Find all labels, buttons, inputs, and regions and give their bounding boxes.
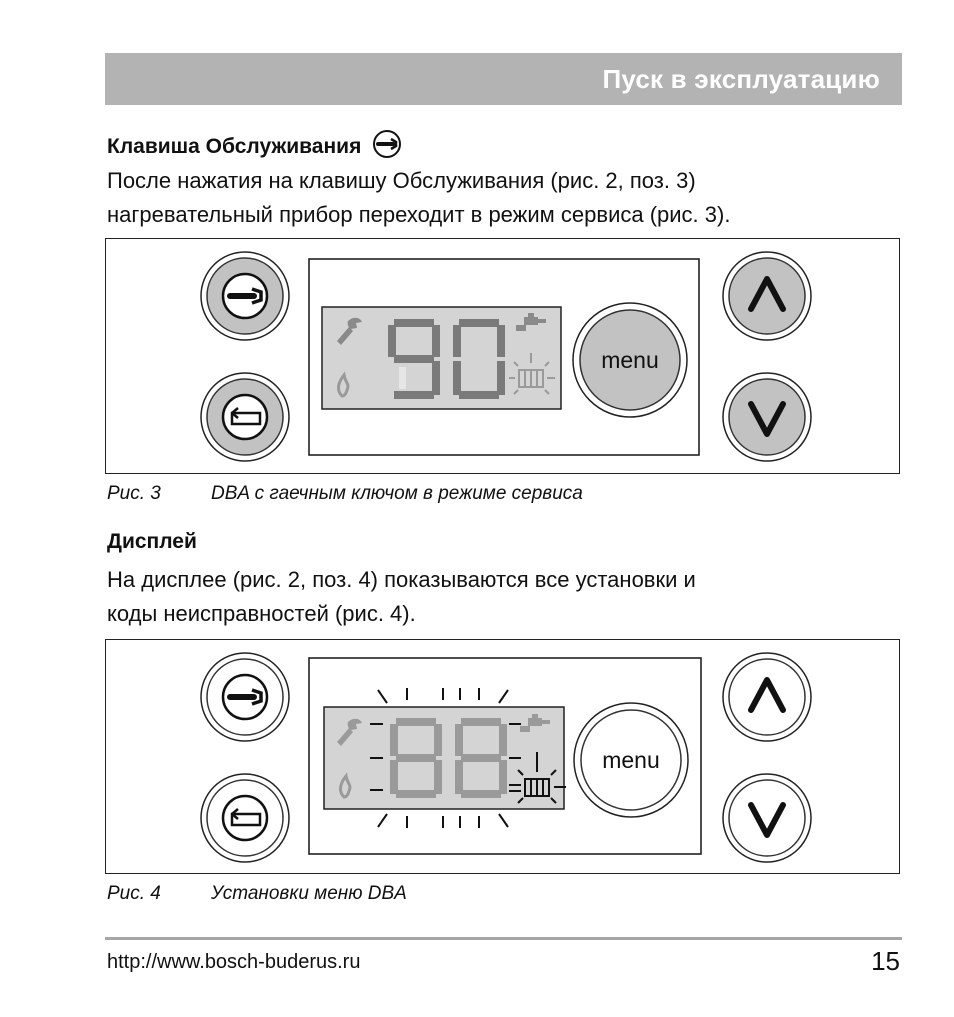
- down-button[interactable]: [723, 373, 811, 461]
- paragraph-line: коды неисправностей (рис. 4).: [107, 601, 416, 626]
- figure-3-panel: [105, 238, 900, 474]
- paragraph-line: На дисплее (рис. 2, поз. 4) показываются все установки и: [107, 567, 696, 592]
- down-button[interactable]: [723, 774, 811, 862]
- caption-number: Рис. 3: [107, 483, 161, 504]
- figure-3-caption: [107, 483, 583, 505]
- footer-divider: [105, 937, 902, 940]
- lcd-ghost-segment: [399, 367, 406, 389]
- page-number: 15: [871, 946, 900, 976]
- section2-paragraph: [107, 563, 907, 631]
- page-title: Пуск в эксплуатацию: [602, 64, 880, 94]
- section-heading-display: Дисплей: [107, 530, 197, 553]
- menu-label: menu: [601, 347, 660, 374]
- caption-text: DBA с гаечным ключом в режиме сервиса: [211, 483, 583, 504]
- heading-text: Клавиша Обслуживания: [107, 135, 362, 158]
- section1-paragraph: [107, 164, 907, 232]
- up-button[interactable]: [723, 252, 811, 340]
- service-key-icon: [371, 129, 403, 159]
- menu-label: menu: [602, 747, 661, 774]
- paragraph-line: нагревательный прибор переходит в режим сервиса (рис. 3).: [107, 202, 731, 227]
- figure-4-panel: [105, 639, 900, 874]
- service-button[interactable]: [201, 653, 289, 741]
- service-button[interactable]: [201, 252, 289, 340]
- header-bar: [105, 53, 902, 105]
- paragraph-line: После нажатия на клавишу Обслуживания (рис. 2, поз. 3): [107, 168, 696, 193]
- caption-text: Установки меню DBA: [211, 883, 407, 904]
- menu-button[interactable]: [574, 703, 688, 817]
- section-heading-service-key: [107, 129, 403, 159]
- figure-4-caption: [107, 883, 407, 905]
- back-button[interactable]: [201, 774, 289, 862]
- footer-url-link[interactable]: http://www.bosch-buderus.ru: [107, 951, 361, 973]
- back-button[interactable]: [201, 373, 289, 461]
- menu-button[interactable]: [573, 303, 687, 417]
- lcd-display: [322, 307, 561, 409]
- up-button[interactable]: [723, 653, 811, 741]
- lcd-display: [324, 688, 566, 828]
- caption-number: Рис. 4: [107, 883, 161, 904]
